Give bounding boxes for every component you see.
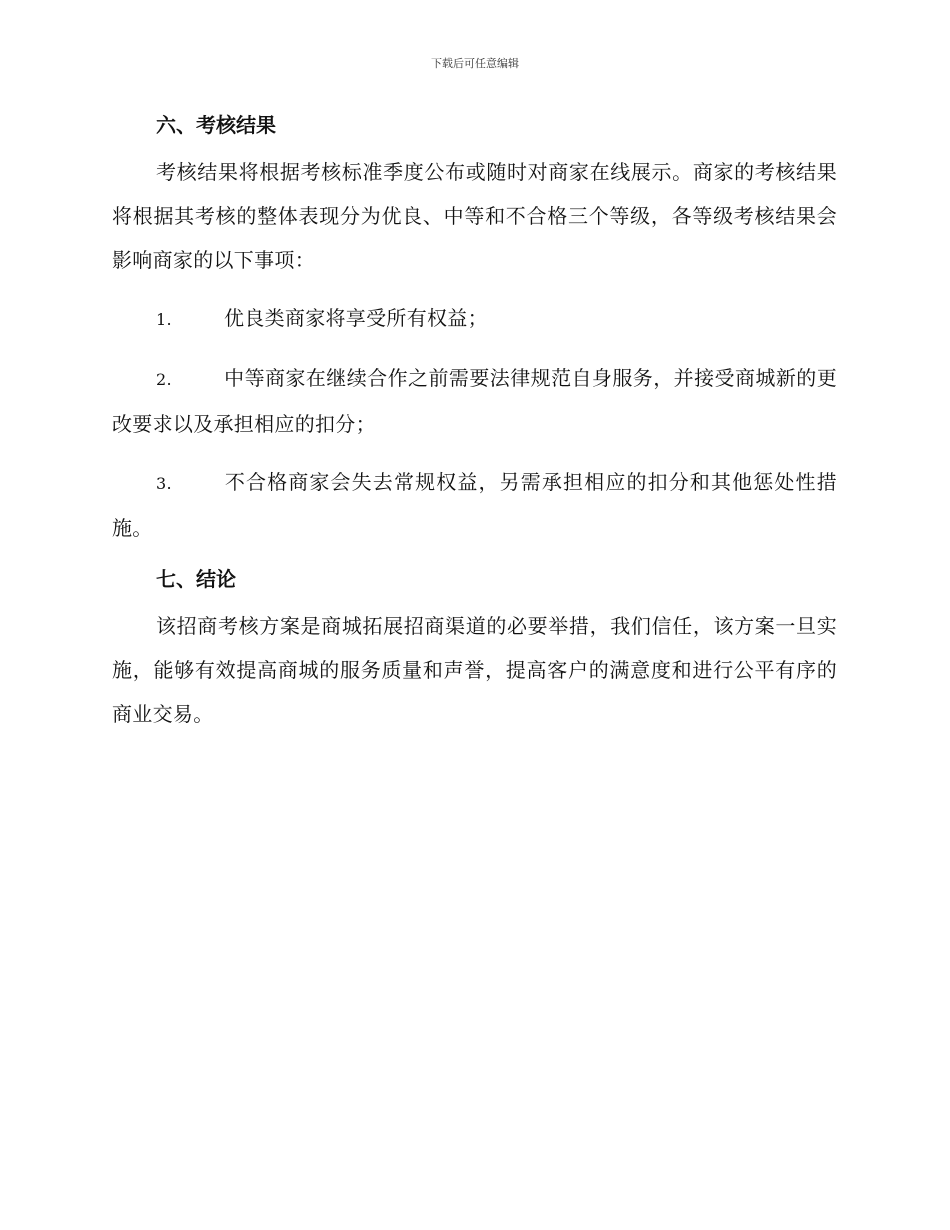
- list-item: [112, 356, 837, 446]
- document-body: [112, 110, 837, 736]
- page-header-note: 下载后可任意编辑: [431, 57, 519, 70]
- results-intro-paragraph: 考核结果将根据考核标准季度公布或随时对商家在线展示。商家的考核结果将根据其考核的整体表现分为优良、中等和不合格三个等级，各等级考核结果会影响商家的以下事项：: [112, 160, 837, 272]
- list-item-text: 优良类商家将享受所有权益；: [224, 306, 488, 330]
- list-item-number: 3.: [156, 474, 172, 493]
- section-heading-conclusion: 七、结论: [156, 567, 236, 591]
- list-item-text: 中等商家在继续合作之前需要法律规范自身服务，并接受商城新的更改要求以及承担相应的扣分；: [112, 366, 837, 436]
- list-item: [112, 296, 837, 342]
- list-item: [112, 460, 837, 550]
- section-heading-results: 六、考核结果: [156, 113, 276, 137]
- list-item-number: 2.: [156, 370, 172, 389]
- list-item-number: 1.: [156, 310, 172, 329]
- conclusion-paragraph: 该招商考核方案是商城拓展招商渠道的必要举措，我们信任，该方案一旦实施，能够有效提高商城的服务质量和声誉，提高客户的满意度和进行公平有序的商业交易。: [112, 614, 837, 726]
- list-item-text: 不合格商家会失去常规权益，另需承担相应的扣分和其他惩处性措施。: [112, 470, 837, 540]
